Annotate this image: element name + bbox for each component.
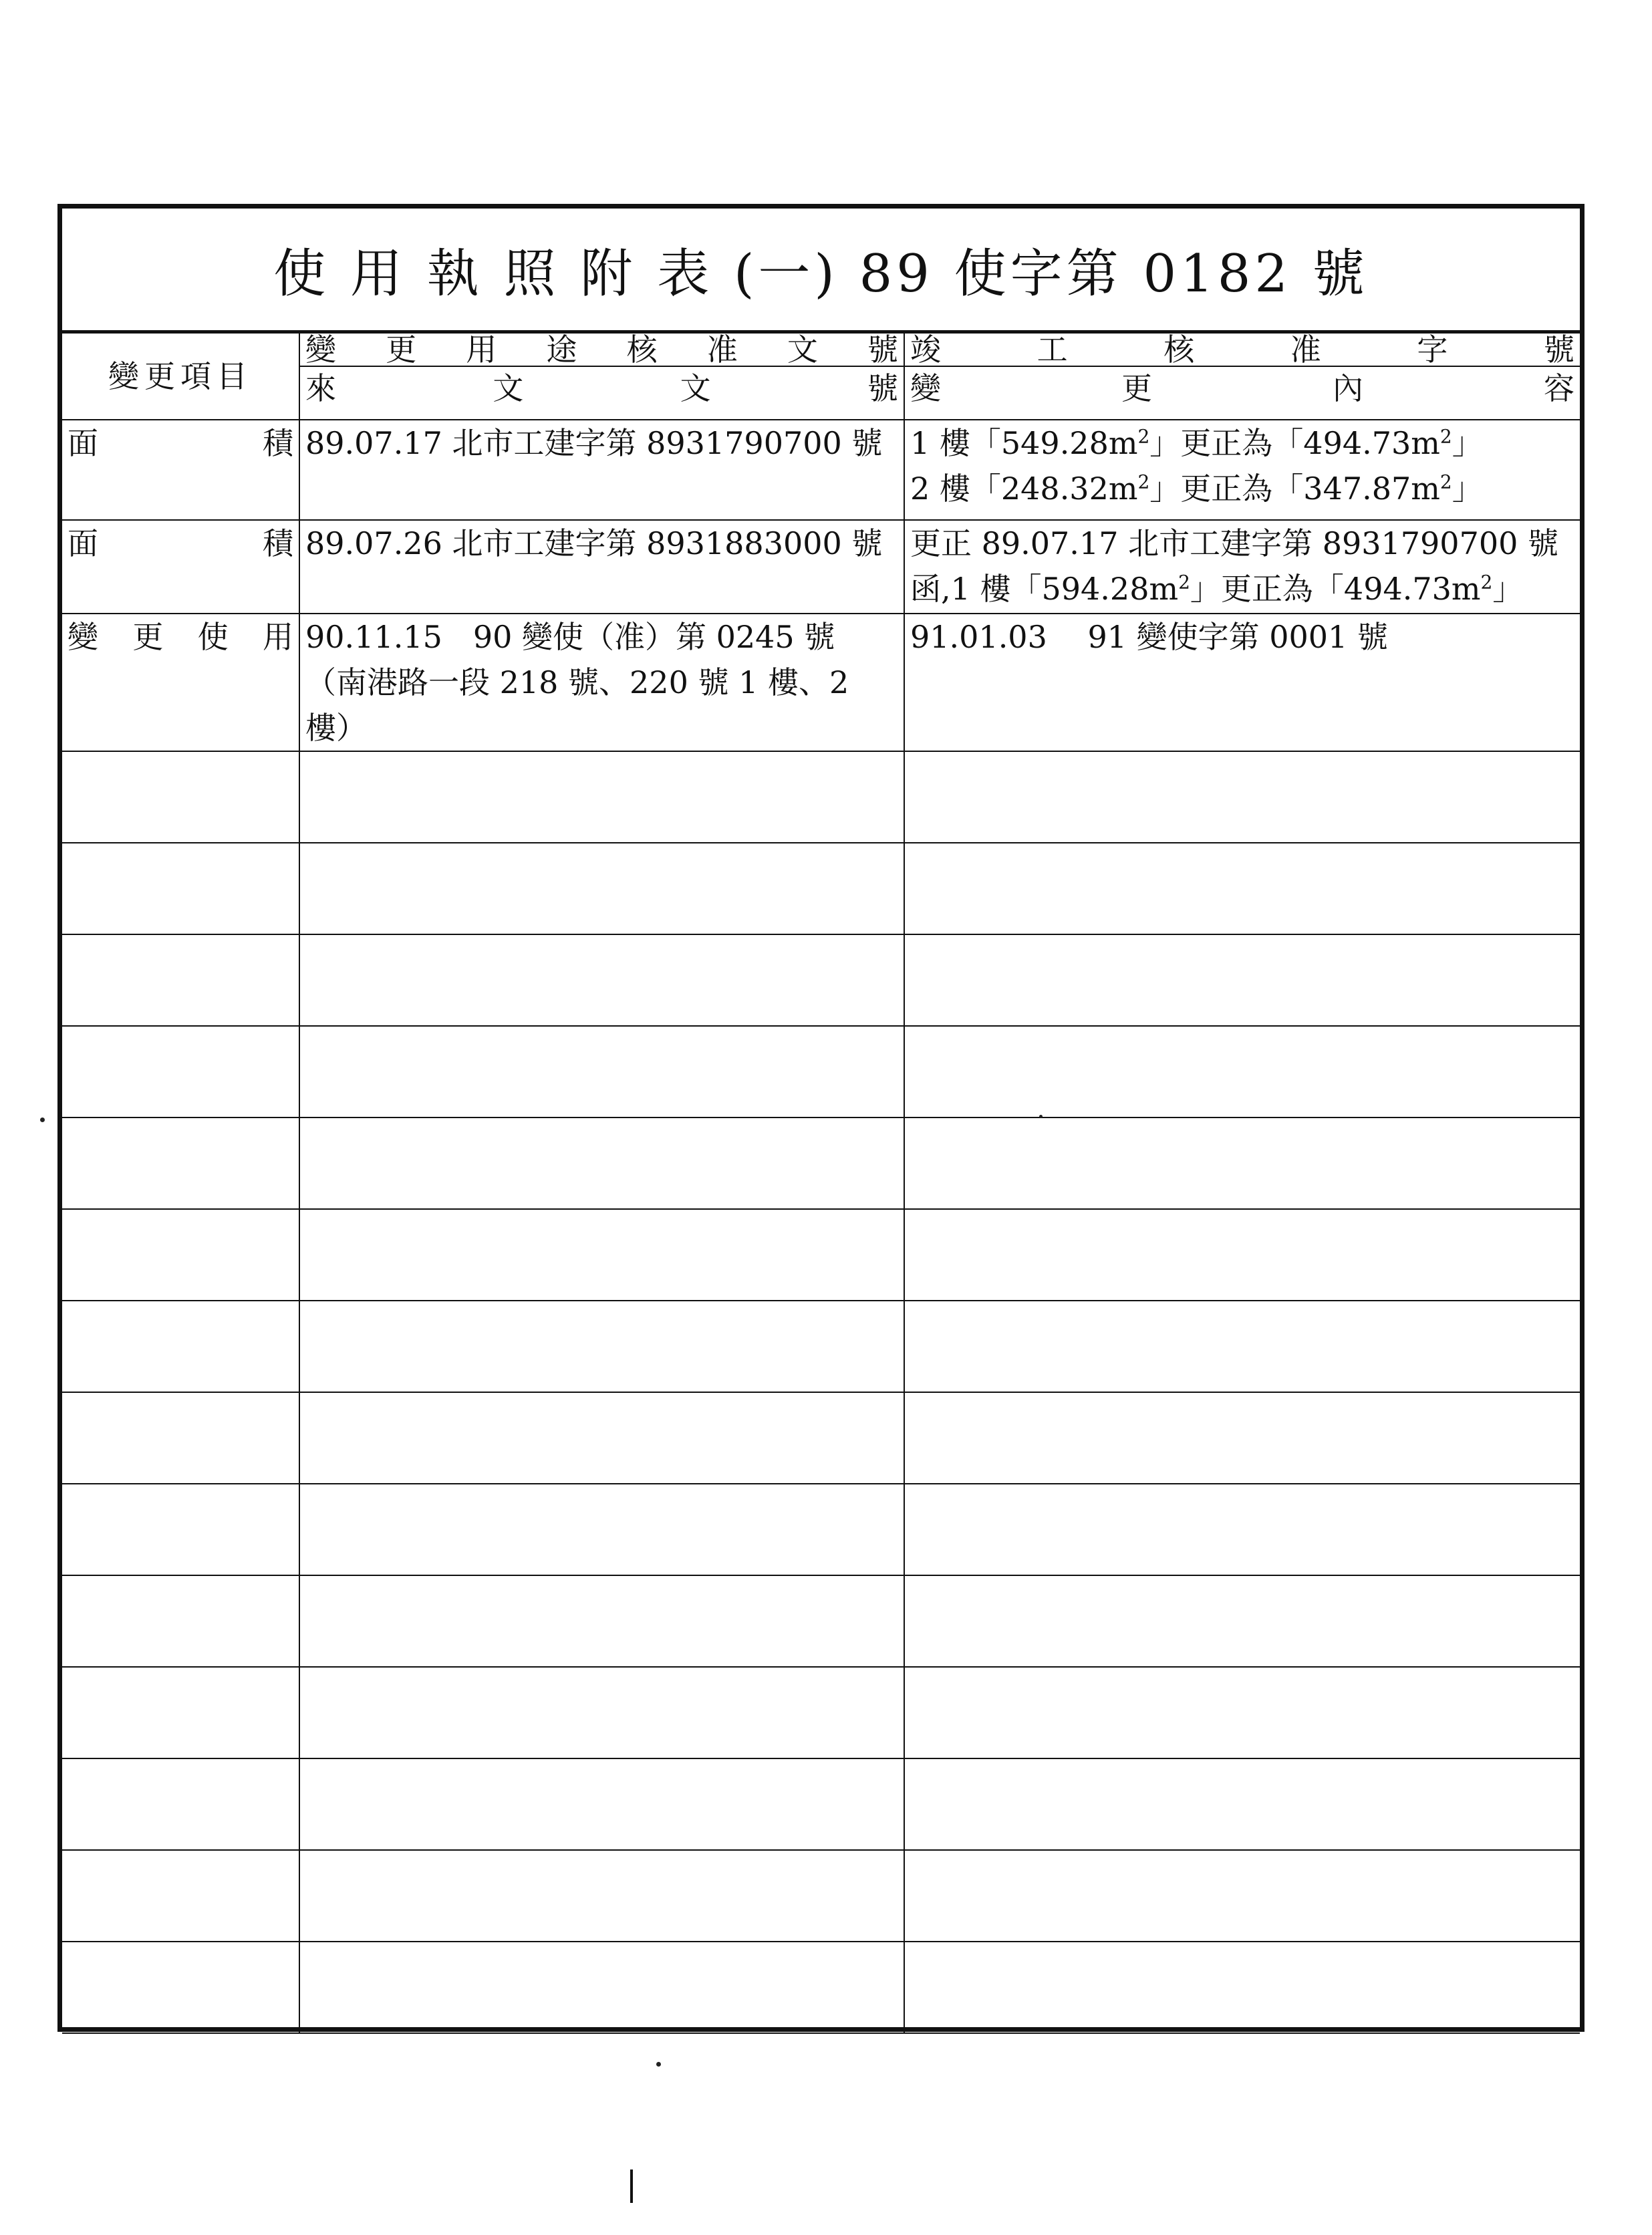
empty-row [62,1942,1580,2033]
empty-cell [299,1026,904,1118]
empty-row [62,1026,1580,1118]
header-char: 變 [305,334,336,367]
empty-cell [299,843,904,934]
document-title [62,209,1580,332]
empty-cell [299,1301,904,1392]
content-text: 」 [1452,425,1483,461]
superscript: 2 [1137,425,1150,448]
content-line [910,466,1574,511]
empty-cell [299,1392,904,1484]
scan-speck [1039,1115,1043,1118]
header-char: 內 [1333,370,1363,406]
item-char: 面 [67,425,98,461]
header-item-cell [62,333,299,420]
empty-cell [904,1758,1580,1850]
header-source-number-label [300,367,904,410]
empty-cell [62,1942,299,2033]
empty-cell [904,1392,1580,1484]
title-text: 使 用 執 照 附 表 (一) 89 使字第 0182 號 [273,244,1369,304]
empty-row [62,843,1580,934]
empty-cell [299,1575,904,1667]
content-cell [904,614,1580,751]
empty-cell [62,1850,299,1942]
source-line: 90.11.15 90 變使（准）第 0245 號 [305,619,835,655]
content-text: 」 [1492,571,1524,607]
table-row [62,520,1580,614]
empty-cell [299,1209,904,1301]
empty-row [62,1209,1580,1301]
header-char: 變 [910,370,941,406]
content-line [910,566,1574,612]
empty-cell [62,1118,299,1209]
source-cell [299,520,904,614]
content-text: 」更正為「347.87m [1149,471,1440,507]
content-text: 」更正為「494.73m [1190,571,1481,607]
empty-cell [299,1667,904,1758]
empty-row [62,1118,1580,1209]
header-row [62,333,1580,420]
item-char: 用 [262,619,293,655]
empty-cell [904,1301,1580,1392]
scan-speck [656,2062,661,2067]
header-char: 核 [1163,334,1195,367]
content-text: 91.01.03 91 變使字第 0001 號 [910,619,1388,655]
source-cell [299,420,904,520]
header-char: 文 [680,370,711,406]
header-content-cell [904,333,1580,420]
empty-cell [904,1667,1580,1758]
superscript: 2 [1178,571,1190,594]
empty-cell [62,1575,299,1667]
header-char: 號 [867,334,898,367]
scan-speck [40,1118,45,1122]
empty-cell [904,1850,1580,1942]
item-char: 面 [67,525,98,561]
empty-cell [904,934,1580,1026]
empty-cell [904,1484,1580,1575]
content-cell [904,420,1580,520]
empty-cell [299,751,904,843]
empty-row [62,1667,1580,1758]
source-line: （南港路一段 218 號、220 號 1 樓、2 [305,664,849,700]
empty-row [62,1575,1580,1667]
source-line: 89.07.26 北市工建字第 8931883000 號 [305,525,883,561]
header-char: 核 [626,334,658,367]
item-char: 更 [132,619,164,655]
item-char: 變 [67,619,98,655]
empty-cell [904,1209,1580,1301]
empty-cell [62,1667,299,1758]
item-char: 積 [263,425,293,461]
content-text: 更正 89.07.17 北市工建字第 8931790700 號 [910,525,1558,561]
source-line: 89.07.17 北市工建字第 8931790700 號 [305,425,883,461]
empty-cell [62,1392,299,1484]
content-cell [904,520,1580,614]
header-char: 文 [787,334,818,367]
empty-cell [62,1026,299,1118]
header-source-cell [299,333,904,420]
source-cell [299,614,904,751]
empty-cell [62,751,299,843]
header-char: 來 [305,370,336,406]
header-char: 字 [1417,334,1448,367]
superscript: 2 [1439,425,1452,448]
header-completion-approval-label [905,334,1580,367]
item-char: 積 [263,525,293,561]
item-cell [62,614,299,751]
empty-cell [299,1850,904,1942]
item-cell [62,420,299,520]
content-text: 」 [1452,471,1483,507]
header-char: 用 [466,334,497,367]
empty-cell [299,934,904,1026]
empty-cell [299,1484,904,1575]
empty-cell [299,1942,904,2033]
change-record-table [62,332,1580,2034]
content-text: 1 樓「549.28m [910,425,1138,461]
empty-row [62,934,1580,1026]
source-line: 樓） [305,710,367,746]
header-char: 竣 [910,334,941,367]
header-char: 工 [1037,334,1068,367]
header-approval-purpose-label [300,334,904,367]
header-char: 號 [1543,334,1574,367]
item-cell [62,520,299,614]
empty-cell [904,1026,1580,1118]
document-sheet [57,204,1585,2032]
table-row [62,614,1580,751]
item-char: 使 [197,619,229,655]
content-line [910,614,1574,660]
empty-row [62,751,1580,843]
superscript: 2 [1137,471,1150,493]
empty-cell [904,751,1580,843]
empty-cell [904,1118,1580,1209]
empty-row [62,1758,1580,1850]
header-char: 准 [1290,334,1321,367]
header-char: 更 [1121,370,1152,406]
header-change-content-label [905,367,1580,410]
item-label [67,614,293,660]
empty-row [62,1392,1580,1484]
header-item-label: 變更項目 [108,358,253,394]
empty-row [62,1484,1580,1575]
superscript: 2 [1480,571,1493,594]
item-label [67,521,293,566]
content-line [910,521,1574,566]
page-edge-mark [630,2170,633,2203]
empty-row [62,1301,1580,1392]
empty-cell [62,1209,299,1301]
empty-cell [904,843,1580,934]
header-char: 容 [1544,370,1574,406]
empty-row [62,1850,1580,1942]
item-label [67,420,293,466]
empty-cell [299,1758,904,1850]
header-char: 准 [706,334,738,367]
content-text: 」更正為「494.73m [1149,425,1440,461]
empty-cell [62,843,299,934]
empty-cell [299,1118,904,1209]
empty-cell [904,1575,1580,1667]
header-char: 更 [386,334,417,367]
empty-cell [904,1942,1580,2033]
superscript: 2 [1439,471,1452,493]
header-char: 途 [546,334,577,367]
header-char: 號 [867,370,898,406]
content-line [910,420,1574,466]
content-text: 2 樓「248.32m [910,471,1138,507]
empty-cell [62,934,299,1026]
empty-cell [62,1301,299,1392]
empty-cell [62,1758,299,1850]
header-char: 文 [493,370,524,406]
content-text: 函,1 樓「594.28m [910,571,1179,607]
table-row [62,420,1580,520]
empty-cell [62,1484,299,1575]
